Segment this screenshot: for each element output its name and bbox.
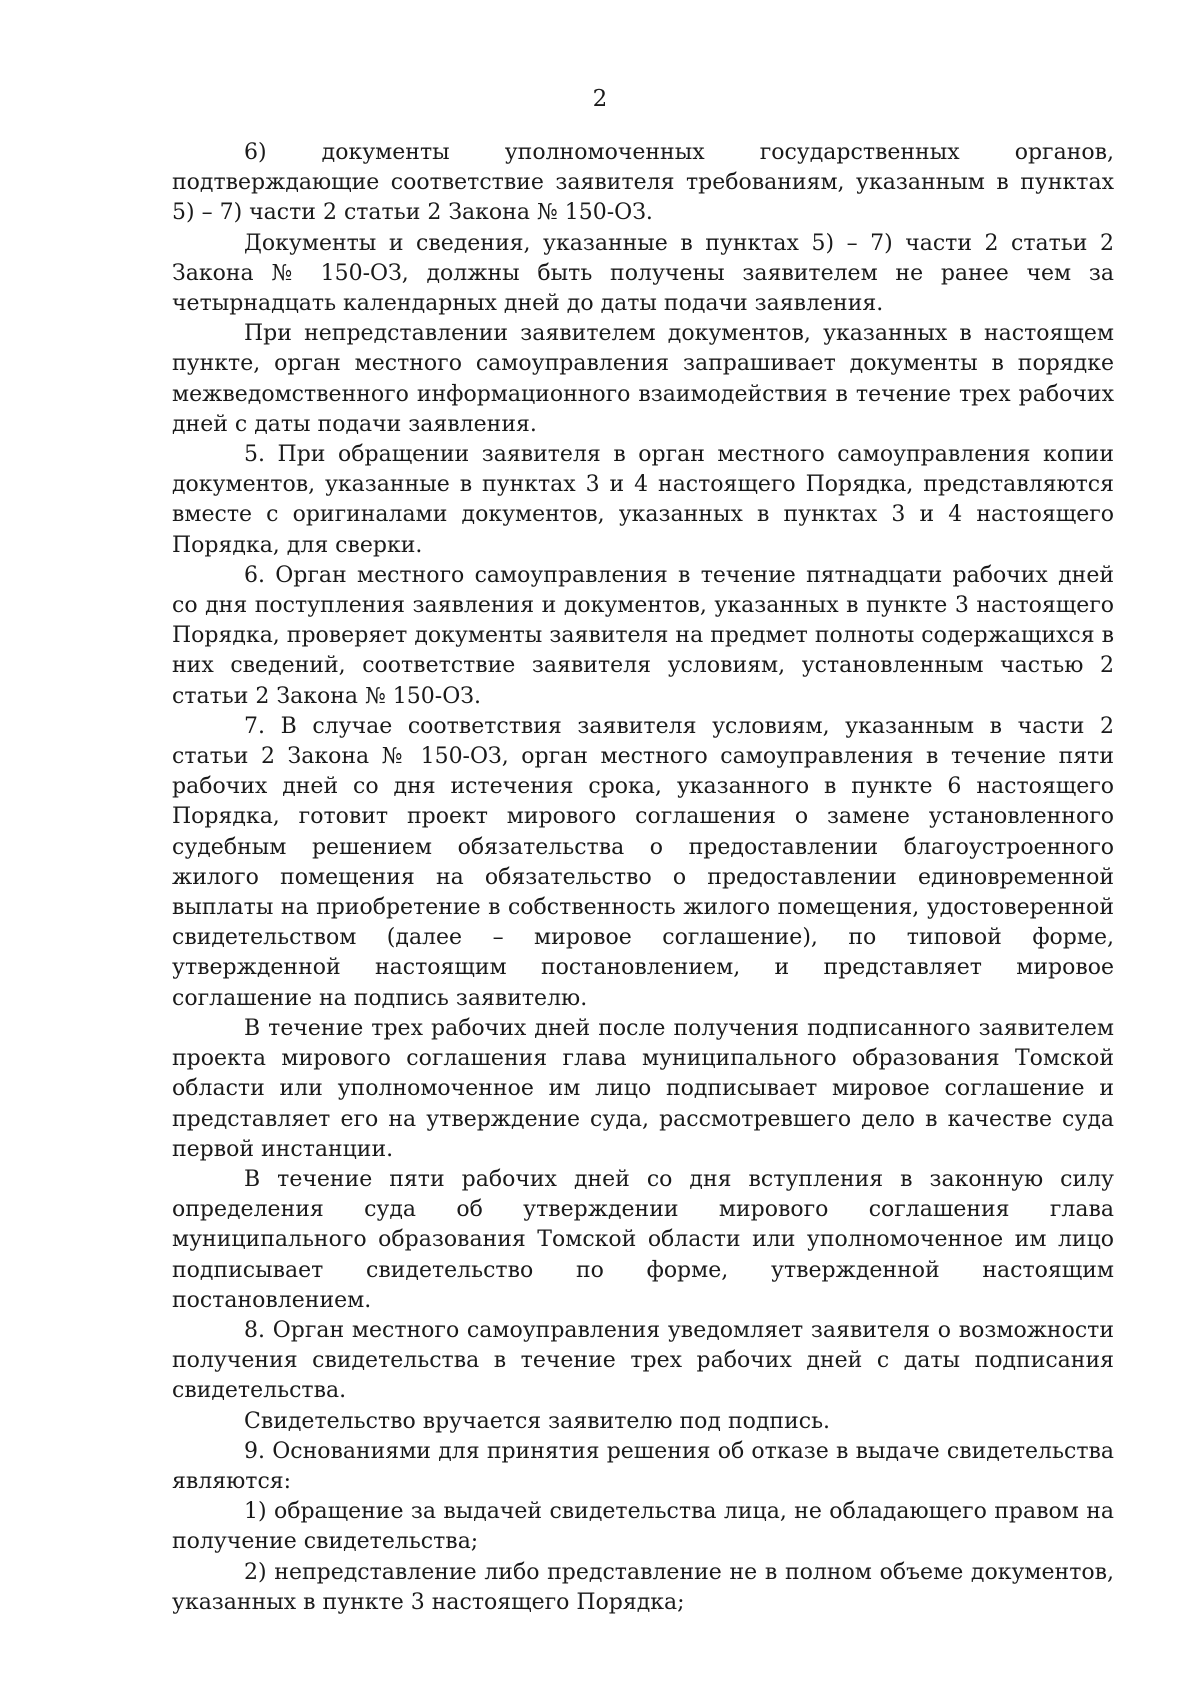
paragraph-point-5: 5. При обращении заявителя в орган местного самоуправления копии документов, указанные в пунктах 3 и 4 настоящего Порядка, представляются вместе с оригиналами документов, указанных в пунктах 3 и 4 настоящего Порядка, для сверки. xyxy=(172,442,1114,558)
paragraph-interagency-request: При непредставлении заявителем документов, указанных в настоящем пункте, орган местного самоуправления запрашивает документы в порядке межведомственного информационного взаимодействия в течение трех рабочих дней с даты подачи заявления. xyxy=(172,321,1114,437)
paragraph-documents-validity: Документы и сведения, указанные в пунктах 5) – 7) части 2 статьи 2 Закона № 150-ОЗ, должны быть получены заявителем не ранее чем за четырнадцать календарных дней до даты подачи заявления. xyxy=(172,230,1114,317)
paragraph-certificate-signing: В течение пяти рабочих дней со дня вступления в законную силу определения суда об утверждении мирового соглашения глава муниципального образования Томской области или уполномоченное им лицо подписывает свидетельство по форме, утвержденной настоящим постановлением. xyxy=(172,1166,1114,1313)
paragraph-point-6: 6. Орган местного самоуправления в течение пятнадцати рабочих дней со дня поступления заявления и документов, указанных в пункте 3 настоящего Порядка, проверяет документы заявителя на предмет полноты содержащихся в них сведений, соответствие заявителя условиям, установленным частью 2 статьи 2 Закона № 150-ОЗ. xyxy=(172,562,1114,709)
paragraph-item-6-documents: 6) документы уполномоченных государственных органов, подтверждающие соответствие заявителя требованиям, указанным в пунктах 5) – 7) части 2 статьи 2 Закона № 150-ОЗ. xyxy=(172,140,1114,226)
paragraph-settlement-signing: В течение трех рабочих дней после получения подписанного заявителем проекта мирового соглашения глава муниципального образования Томской области или уполномоченное им лицо подписывает мировое соглашение и представляет его на утверждение суда, рассмотревшего дело в качестве суда первой инстанции. xyxy=(172,1015,1114,1162)
paragraph-refusal-ground-1: 1) обращение за выдачей свидетельства лица, не обладающего правом на получение свидетельства; xyxy=(172,1499,1114,1555)
page-number: 2 xyxy=(592,86,608,112)
paragraph-refusal-ground-2: 2) непредставление либо представление не в полном объеме документов, указанных в пункте 3 настоящего Порядка; xyxy=(172,1559,1114,1615)
paragraph-point-9: 9. Основаниями для принятия решения об отказе в выдаче свидетельства являются: xyxy=(172,1438,1114,1494)
paragraph-point-7: 7. В случае соответствия заявителя условиям, указанным в части 2 статьи 2 Закона № 150-ОЗ, орган местного самоуправления в течение пяти рабочих дней со дня истечения срока, указанного в пункте 6 настоящего Порядка, готовит проект мирового соглашения о замене установленного судебным решением обязательства о предоставлении благоустроенного жилого помещения на обязательство о предоставлении единовременной выплаты на приобретение в собственность жилого помещения, удостоверенной свидетельством (далее – мировое соглашение), по типовой форме, утвержденной настоящим постановлением, и представляет мировое соглашение на подпись заявителю. xyxy=(172,713,1114,1011)
paragraph-point-8: 8. Орган местного самоуправления уведомляет заявителя о возможности получения свидетельства в течение трех рабочих дней с даты подписания свидетельства. xyxy=(172,1317,1114,1404)
document-body xyxy=(172,138,1114,1618)
paragraph-certificate-delivery: Свидетельство вручается заявителю под подпись. xyxy=(244,1408,831,1434)
